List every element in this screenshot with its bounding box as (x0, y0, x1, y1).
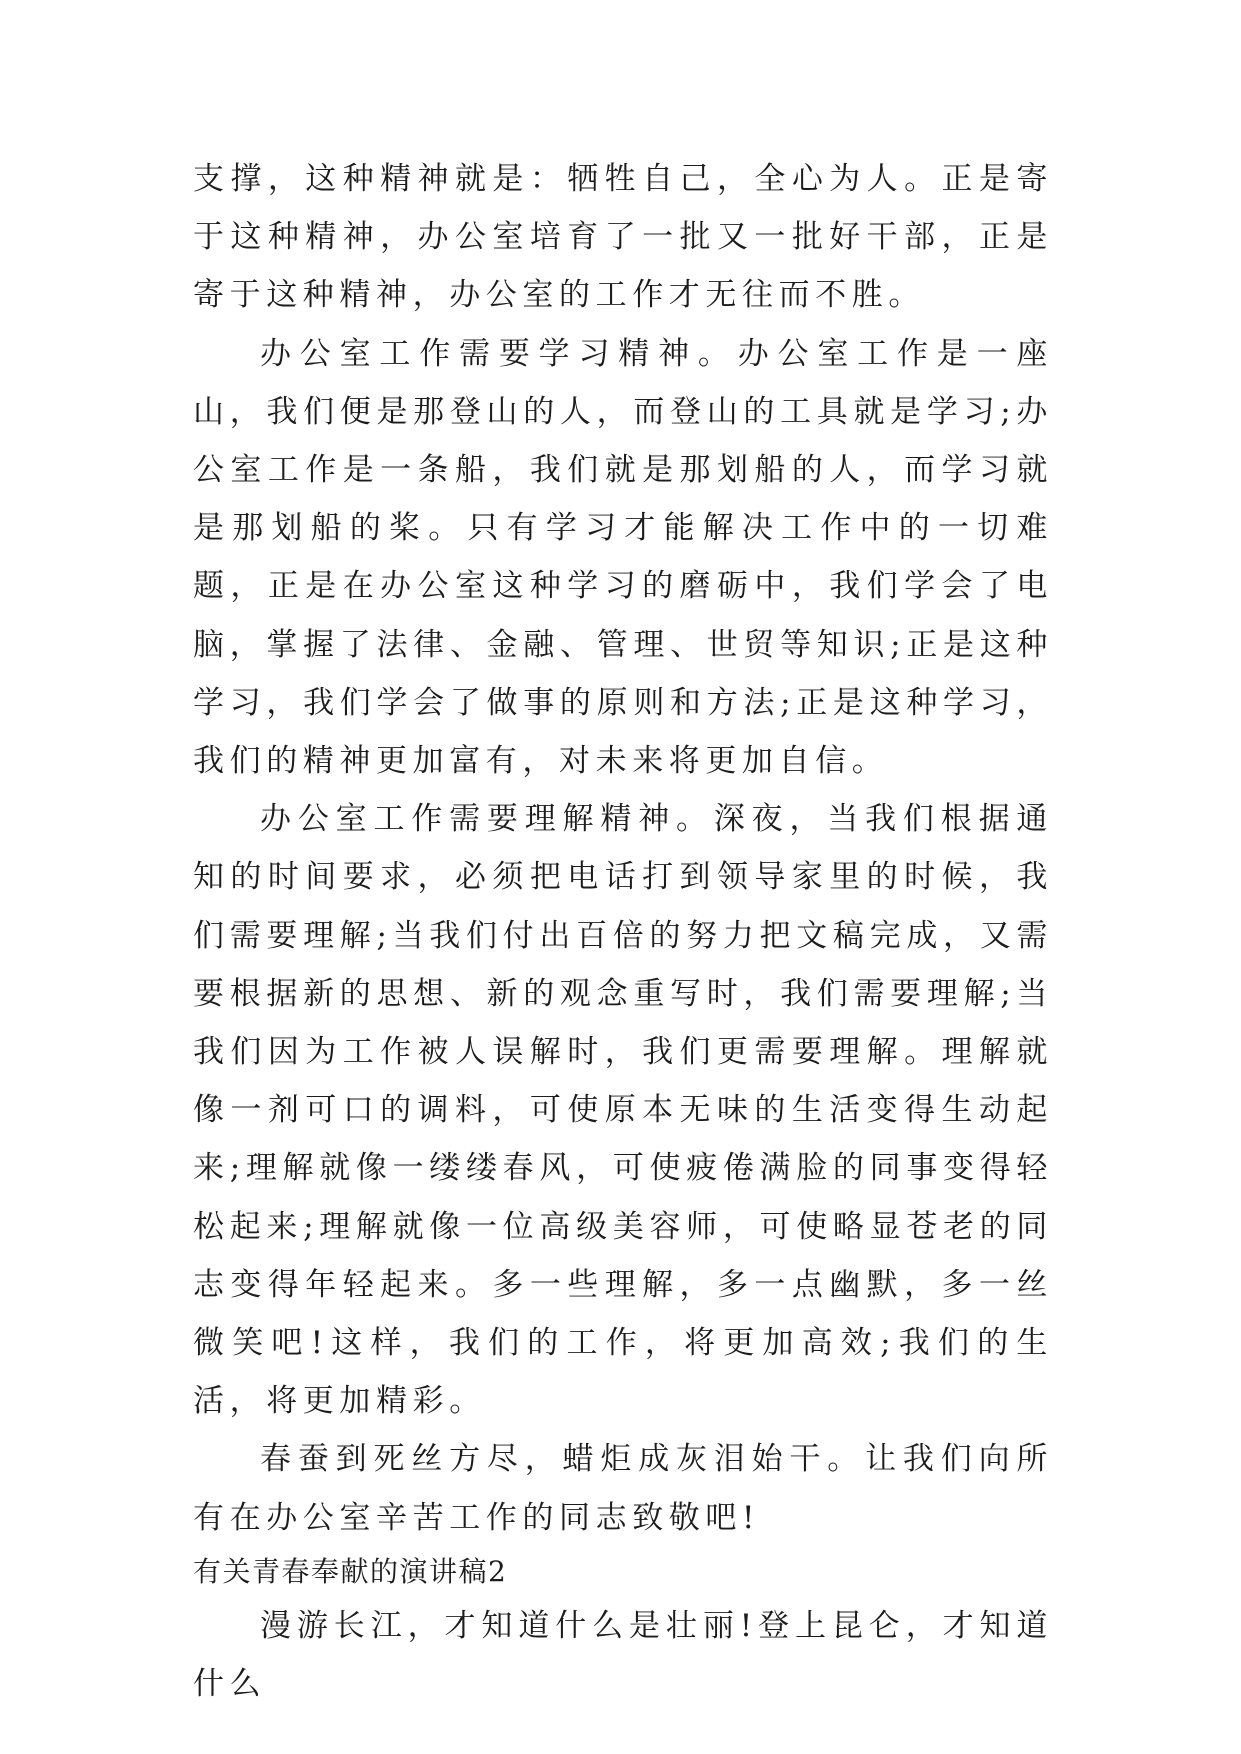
paragraph-tribute: 春蚕到死丝方尽，蜡炬成灰泪始干。让我们向所有在办公室辛苦工作的同志致敬吧! (193, 1441, 1053, 1536)
section-heading: 有关青春奉献的演讲稿2 (193, 1554, 508, 1588)
paragraph-understanding-spirit: 办公室工作需要理解精神。深夜，当我们根据通知的时间要求，必须把电话打到领导家里的时候，我们需要理解;当我们付出百倍的努力把文稿完成，又需要根据新的思想、新的观念重写时，我们需要理解;当我们因为工作被人误解时，我们更需要理解。理解就像一剂可口的调料，可使原本无味的生活变得生动起来;理解就像一缕缕春风，可使疲倦满脸的同事变得轻松起来;理解就像一位高级美容师，可使略显苍老的同志变得年轻起来。多一些理解，多一点幽默，多一丝微笑吧!这样，我们的工作，将更加高效;我们的生活，将更加精彩。 (193, 801, 1053, 1420)
paragraph-speech-opening: 漫游长江，才知道什么是壮丽!登上昆仑，才知道什么 (193, 1607, 1053, 1703)
paragraph-learning-spirit: 办公室工作需要学习精神。办公室工作是一座山，我们便是那登山的人，而登山的工具就是学习;办公室工作是一条船，我们就是那划船的人，而学习就是那划船的桨。只有学习才能解决工作中的一切难题，正是在办公室这种学习的磨砺中，我们学会了电脑，掌握了法律、金融、管理、世贸等知识;正是这种学习，我们学会了做事的原则和方法;正是这种学习，我们的精神更加富有，对未来将更加自信。 (193, 335, 1053, 780)
paragraph-continuation: 支撑，这种精神就是：牺牲自己，全心为人。正是寄于这种精神，办公室培育了一批又一批好干部，正是寄于这种精神，办公室的工作才无往而不胜。 (193, 161, 1053, 314)
document-body (193, 150, 1053, 1713)
